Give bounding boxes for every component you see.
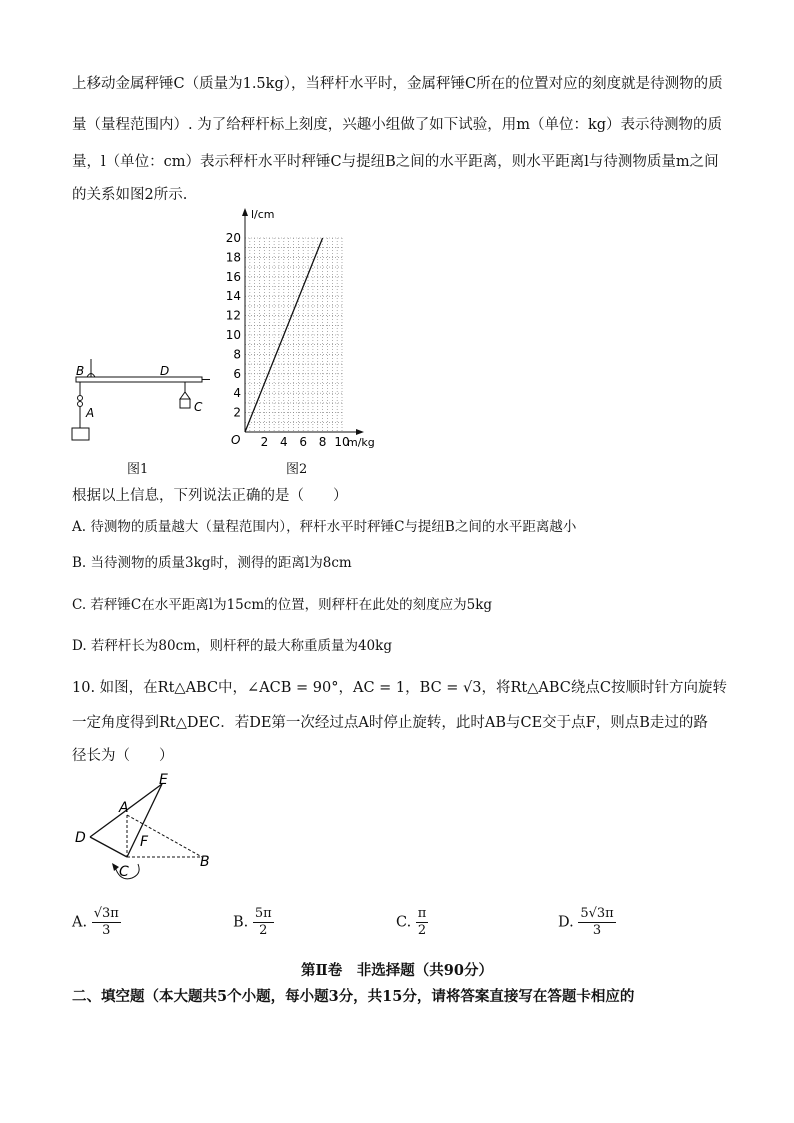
y-tick-label: 8 — [233, 347, 241, 362]
origin-label: O — [231, 433, 241, 447]
figure-2-caption: 图2 — [286, 462, 308, 477]
q9-option-a: A. 待测物的质量越大（量程范围内），秤杆水平时秤锤C与提纽B之间的水平距离越小 — [72, 519, 577, 535]
label-c: C — [194, 400, 203, 414]
y-tick-label: 20 — [225, 231, 241, 245]
fig-label-a: A — [119, 800, 129, 816]
q9-option-d: D. 若秤杆长为80cm，则杆秤的最大称重质量为40kg — [72, 638, 392, 654]
q10-option-d: D. $\frac{5√3\pi}{3}$ — [558, 906, 614, 938]
q10-line-3: 径长为（ ） — [72, 748, 174, 764]
x-tick-label: 2 — [260, 435, 269, 449]
y-axis-arrow — [242, 208, 248, 216]
q10-option-a: A. $\frac{√3\pi}{3}$ — [72, 906, 119, 938]
label-b: B — [76, 364, 85, 378]
paragraph-line-3: 量，l（单位：cm）表示秤杆水平时秤锤C与提纽B之间的水平距离，则水平距离l与待测物质量m之间 — [72, 154, 719, 170]
x-axis-arrow — [356, 429, 364, 435]
y-tick-label: 16 — [225, 269, 241, 284]
fig-label-e: E — [159, 772, 168, 788]
figure-1-caption: 图1 — [127, 462, 149, 477]
x-tick-label: 4 — [279, 435, 288, 449]
figure-2-chart — [220, 200, 390, 450]
fig-label-f: F — [140, 834, 149, 850]
weight-c — [180, 399, 190, 408]
series-line — [245, 238, 323, 432]
chart-series — [245, 238, 323, 432]
label-a: A — [86, 406, 95, 420]
fig-label-b: B — [200, 854, 210, 870]
section-heading: 二、填空题（本大题共5个小题，每小题3分，共15分，请将答案直接写在答题卡相应的 — [72, 988, 635, 1005]
y-tick-label: 18 — [225, 250, 241, 265]
q10-option-c: C. $\frac{\pi}{2}$ — [396, 906, 427, 938]
fig-label-c: C — [119, 864, 129, 880]
object-box — [72, 428, 89, 440]
x-tick-label: 8 — [318, 435, 327, 449]
paragraph-line-4: 的关系如图2所示. — [72, 187, 188, 203]
q9-option-c: C. 若秤锤C在水平距离l为15cm的位置，则秤杆在此处的刻度应为5kg — [72, 597, 493, 613]
fig-label-d: D — [75, 830, 86, 846]
x-tick-label: 10 — [334, 435, 350, 449]
x-axis-label: m/kg — [347, 436, 375, 449]
steelyard-rod — [76, 377, 202, 382]
paragraph-line-2: 量（量程范围内）. 为了给秤杆标上刻度，兴趣小组做了如下试验，用m（单位：kg）表示待测物的质 — [72, 117, 723, 133]
q10-line-1: 10. 如图，在Rt△ABC中，∠ACB = 90°，AC = 1，BC = √3，将Rt△ABC绕点C按顺时针方向旋转 — [72, 680, 727, 696]
q10-option-b: B. $\frac{5\pi}{2}$ — [233, 906, 272, 938]
q9-option-b: B. 当待测物的质量3kg时，测得的距离l为8cm — [72, 555, 352, 571]
section-title: 第Ⅱ卷 非选择题（共90分） — [301, 962, 493, 979]
q9-stem: 根据以上信息，下列说法正确的是（ ） — [72, 488, 348, 504]
figure-1-steelyard — [60, 355, 220, 475]
q10-figure — [70, 772, 220, 887]
x-tick-label: 6 — [299, 435, 308, 449]
y-tick-label: 14 — [225, 289, 241, 304]
paragraph-line-1: 上移动金属秤锤C（质量为1.5kg），当秤杆水平时，金属秤锤C所在的位置对应的刻度就是待测物的质 — [72, 76, 723, 92]
y-tick-label: 6 — [233, 366, 241, 381]
chart-grid — [245, 238, 342, 432]
y-tick-label: 2 — [233, 405, 241, 420]
y-tick-label: 10 — [225, 328, 241, 342]
q10-line-2: 一定角度得到Rt△DEC．若DE第一次经过点A时停止旋转，此时AB与CE交于点F，则点B走过的路 — [72, 715, 708, 731]
y-tick-label: 4 — [233, 386, 241, 401]
y-axis-label: l/cm — [251, 208, 275, 221]
label-d: D — [160, 364, 170, 378]
chart-ticks — [226, 231, 350, 449]
y-tick-label: 12 — [225, 308, 241, 323]
